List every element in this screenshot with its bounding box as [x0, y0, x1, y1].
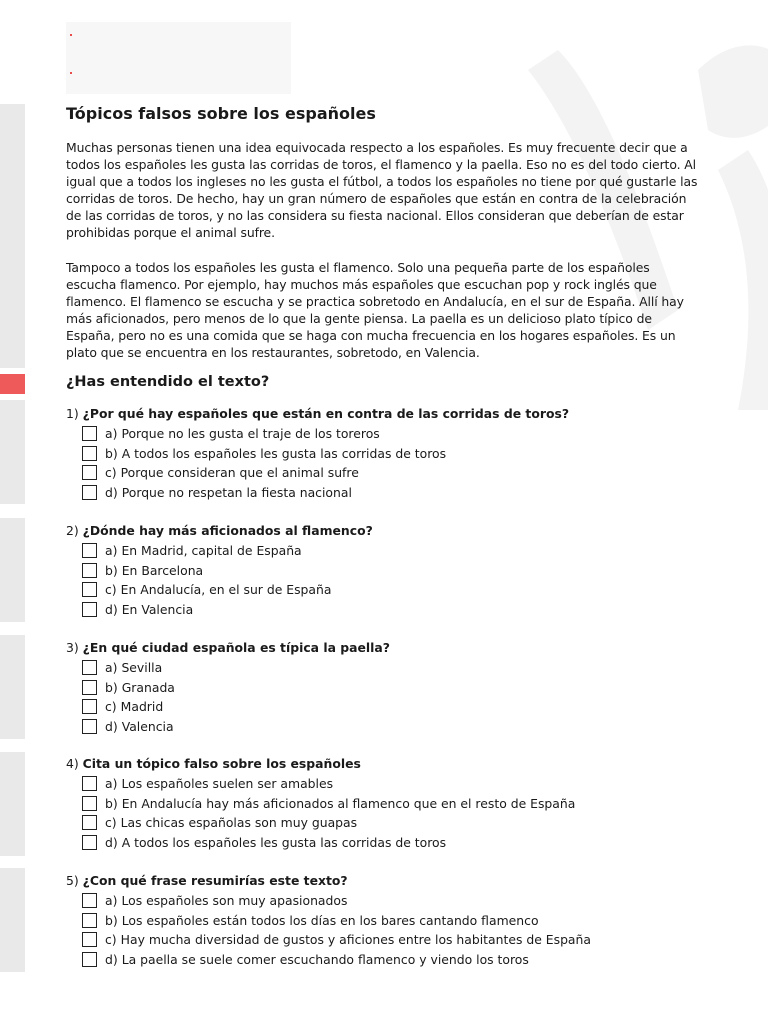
option-b[interactable]: [82, 794, 726, 814]
checkbox[interactable]: [82, 426, 97, 441]
checkbox[interactable]: [82, 913, 97, 928]
option-d[interactable]: [82, 600, 726, 620]
option-text: Granada: [121, 679, 175, 695]
option-letter: d): [105, 602, 118, 618]
option-letter: d): [105, 485, 118, 501]
option-text: A todos los españoles les gusta las corridas de toros: [121, 835, 447, 851]
checkbox[interactable]: [82, 932, 97, 947]
option-letter: c): [105, 932, 117, 948]
checkbox[interactable]: [82, 446, 97, 461]
option-text: Porque no les gusta el traje de los toreros: [121, 426, 380, 442]
question-header: [66, 754, 726, 774]
checkbox[interactable]: [82, 952, 97, 967]
checkbox[interactable]: [82, 893, 97, 908]
option-letter: b): [105, 445, 118, 461]
option-text: Los españoles son muy apasionados: [121, 893, 348, 909]
option-c[interactable]: [82, 580, 726, 600]
option-d[interactable]: [82, 717, 726, 737]
header-logo-area: [66, 22, 291, 94]
question-text: ¿Por qué hay españoles que están en contra de las corridas de toros?: [82, 406, 570, 421]
option-text: Valencia: [121, 719, 174, 735]
option-text: Porque consideran que el animal sufre: [120, 465, 359, 481]
question-text: Cita un tópico falso sobre los españoles: [82, 756, 361, 771]
option-text: Hay mucha diversidad de gustos y aficiones entre los habitantes de España: [120, 932, 591, 948]
option-text: En Barcelona: [121, 562, 204, 578]
option-text: La paella se suele comer escuchando flamenco y viendo los toros: [121, 952, 529, 968]
section-subtitle: ¿Has entendido el texto?: [66, 374, 270, 390]
option-text: Porque no respetan la fiesta nacional: [121, 485, 352, 501]
question-5: [66, 871, 726, 969]
checkbox[interactable]: [82, 660, 97, 675]
option-letter: c): [105, 465, 117, 481]
option-letter: b): [105, 912, 118, 928]
question-text: ¿En qué ciudad española es típica la paella?: [82, 640, 390, 655]
option-letter: d): [105, 835, 118, 851]
checkbox[interactable]: [82, 602, 97, 617]
sidebar-block: [0, 518, 25, 622]
option-a[interactable]: [82, 774, 726, 794]
question-2: [66, 521, 726, 619]
question-header: [66, 871, 726, 891]
option-letter: a): [105, 893, 118, 909]
option-b[interactable]: [82, 678, 726, 698]
checkbox[interactable]: [82, 582, 97, 597]
sidebar-block: [0, 868, 25, 972]
option-text: Sevilla: [121, 660, 163, 676]
option-c[interactable]: [82, 697, 726, 717]
checkbox[interactable]: [82, 485, 97, 500]
checkbox[interactable]: [82, 776, 97, 791]
checkbox[interactable]: [82, 796, 97, 811]
option-text: En Andalucía hay más aficionados al flamenco que en el resto de España: [121, 795, 576, 811]
option-c[interactable]: [82, 930, 726, 950]
option-letter: d): [105, 719, 118, 735]
question-number: 4): [66, 756, 79, 771]
sidebar-block: [0, 104, 25, 368]
question-number: 3): [66, 640, 79, 655]
question-text: ¿Con qué frase resumirías este texto?: [82, 873, 348, 888]
option-text: A todos los españoles les gusta las corridas de toros: [121, 445, 447, 461]
option-text: Los españoles están todos los días en los bares cantando flamenco: [121, 912, 539, 928]
option-text: Madrid: [120, 699, 164, 715]
question-3: [66, 638, 726, 736]
question-number: 5): [66, 873, 79, 888]
option-text: En Andalucía, en el sur de España: [120, 582, 332, 598]
checkbox[interactable]: [82, 699, 97, 714]
option-a[interactable]: [82, 891, 726, 911]
question-number: 2): [66, 523, 79, 538]
option-text: En Madrid, capital de España: [121, 543, 302, 559]
option-letter: a): [105, 543, 118, 559]
option-text: Los españoles suelen ser amables: [121, 776, 334, 792]
option-letter: c): [105, 582, 117, 598]
question-text: ¿Dónde hay más aficionados al flamenco?: [82, 523, 373, 538]
option-letter: a): [105, 660, 118, 676]
option-a[interactable]: [82, 541, 726, 561]
checkbox[interactable]: [82, 835, 97, 850]
option-b[interactable]: [82, 911, 726, 931]
option-b[interactable]: [82, 444, 726, 464]
paragraph: Tampoco a todos los españoles les gusta el flamenco. Solo una pequeña parte de los españoles escucha flamenco. Por ejemplo, hay muchos más españoles que escuchan pop y rock inglés que flamenco. El flamenco se escucha y se practica sobretodo en Andalucía, en el sur de España. Allí hay más aficionados, pero menos de lo que la gente piensa. La paella es un delicioso plato típico de España, pero no es una comida que se haga con mucha frecuencia en los hogares españoles. Es un plato que se encuentra en los restaurantes, sobretodo, en Valencia.: [66, 260, 684, 360]
option-letter: d): [105, 952, 118, 968]
question-header: [66, 521, 726, 541]
option-a[interactable]: [82, 424, 726, 444]
option-letter: c): [105, 815, 117, 831]
checkbox[interactable]: [82, 465, 97, 480]
sidebar-block: [0, 400, 25, 504]
option-letter: a): [105, 426, 118, 442]
checkbox[interactable]: [82, 680, 97, 695]
option-text: En Valencia: [121, 602, 194, 618]
question-number: 1): [66, 406, 79, 421]
sidebar-block: [0, 635, 25, 739]
option-letter: b): [105, 679, 118, 695]
paragraph: Muchas personas tienen una idea equivocada respecto a los españoles. Es muy frecuente decir que a todos los españoles les gusta las corridas de toros, el flamenco y la paella. Eso no es del todo cierto. Al igual que a todos los ingleses no les gusta el fútbol, a todos los españoles no tiene por qué gustarle las corridas de toros. De hecho, hay un gran número de españoles que están en contra de la celebración de las corridas de toros, y no las considera su fiesta nacional. Ellos consideran que deberían de estar prohibidas porque el animal sufre.: [66, 140, 698, 240]
option-letter: c): [105, 699, 117, 715]
question-1: [66, 404, 726, 502]
checkbox[interactable]: [82, 815, 97, 830]
option-b[interactable]: [82, 561, 726, 581]
question-header: [66, 404, 726, 424]
option-letter: b): [105, 562, 118, 578]
option-text: Las chicas españolas son muy guapas: [120, 815, 358, 831]
checkbox[interactable]: [82, 543, 97, 558]
page-title: Tópicos falsos sobre los españoles: [66, 104, 376, 123]
sidebar-accent: [0, 374, 25, 394]
option-letter: a): [105, 776, 118, 792]
option-d[interactable]: [82, 833, 726, 853]
option-a[interactable]: [82, 658, 726, 678]
checkbox[interactable]: [82, 563, 97, 578]
option-d[interactable]: [82, 950, 726, 970]
checkbox[interactable]: [82, 719, 97, 734]
option-c[interactable]: [82, 813, 726, 833]
option-c[interactable]: [82, 463, 726, 483]
question-4: [66, 754, 726, 852]
option-d[interactable]: [82, 483, 726, 503]
question-header: [66, 638, 726, 658]
sidebar-block: [0, 752, 25, 856]
option-letter: b): [105, 795, 118, 811]
